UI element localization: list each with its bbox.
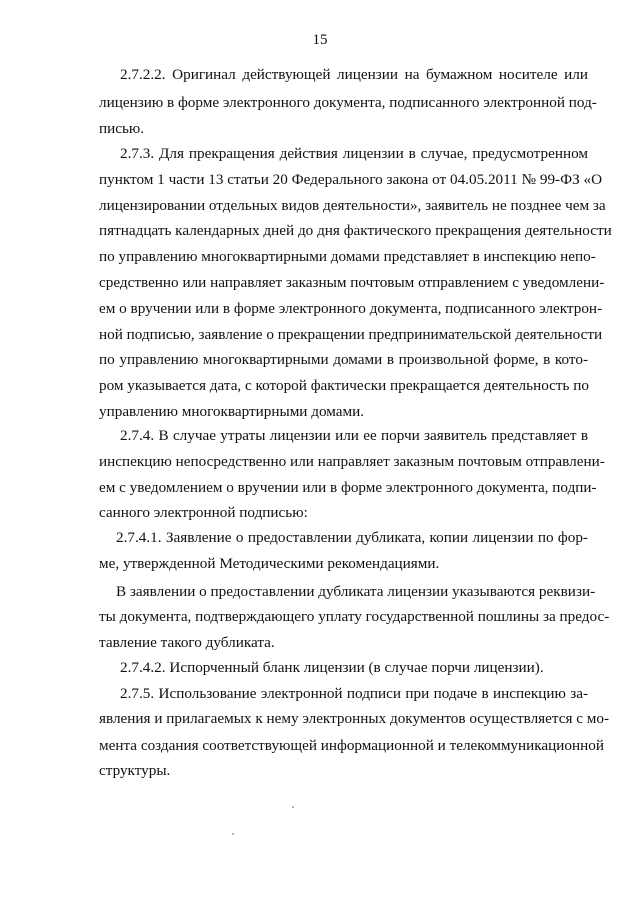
paragraph-2-7-2-2-line: писью. [99, 120, 145, 137]
page-number: 15 [312, 32, 328, 48]
paragraph-2-7-4-line: ем с уведомлением о вручении или в форме электронного документа, подпи- [99, 479, 597, 496]
paragraph-2-7-3-line: по управлению многоквартирными домами представляет в инспекцию непо- [99, 248, 596, 265]
paragraph-2-7-3-line: по управлению многоквартирными домами в произвольной форме, в кото- [99, 351, 588, 368]
paragraph-2-7-4-line: инспекцию непосредственно или направляет заказным почтовым отправлени- [99, 453, 605, 470]
paragraph-2-7-3-line: средственно или направляет заказным почтовым отправлением с уведомлени- [99, 274, 605, 291]
paragraph-2-7-3-line: управлению многоквартирными домами. [99, 403, 365, 420]
paragraph-2-7-4-1-line: ме, утвержденной Методическими рекомендациями. [99, 555, 440, 572]
paragraph-2-7-3-line: пятнадцать календарных дней до дня фактического прекращения деятельности [99, 222, 612, 239]
paragraph-2-7-5-line: 2.7.5. Использование электронной подписи при подаче в инспекцию за- [120, 685, 588, 702]
paragraph-2-7-3-line: пунктом 1 части 13 статьи 20 Федерального закона от 04.05.2011 № 99-ФЗ «О [99, 171, 603, 188]
paragraph-duplicate-details-line: В заявлении о предоставлении дубликата лицензии указываются реквизи- [116, 583, 596, 600]
paragraph-2-7-5-line: явления и прилагаемых к нему электронных документов осуществляется с мо- [99, 710, 610, 727]
paragraph-2-7-5-line: мента создания соответствующей информационной и телекоммуникационной [99, 737, 604, 754]
paragraph-2-7-3-line: ром указывается дата, с которой фактически прекращается деятельность по [99, 377, 589, 394]
paragraph-2-7-3-line: 2.7.3. Для прекращения действия лицензии в случае, предусмотренном [120, 145, 588, 162]
paragraph-2-7-2-2-line: лицензию в форме электронного документа, подписанного электронной под- [99, 94, 597, 111]
paragraph-2-7-3-line: лицензировании отдельных видов деятельности», заявитель не позднее чем за [99, 197, 606, 214]
paragraph-2-7-4-2-line: 2.7.4.2. Испорченный бланк лицензии (в случае порчи лицензии). [120, 659, 544, 676]
paragraph-2-7-3-line: ем о вручении или в форме электронного документа, подписанного электрон- [99, 300, 603, 317]
paragraph-2-7-2-2-line: 2.7.2.2. Оригинал действующей лицензии на бумажном носителе или [120, 66, 588, 83]
scan-speck [292, 806, 294, 808]
paragraph-2-7-4-line: 2.7.4. В случае утраты лицензии или ее порчи заявитель представляет в [120, 427, 588, 444]
paragraph-duplicate-details-line: тавление такого дубликата. [99, 634, 275, 651]
paragraph-duplicate-details-line: ты документа, подтверждающего уплату государственной пошлины за предос- [99, 608, 610, 625]
paragraph-2-7-4-line: санного электронной подписью: [99, 504, 308, 521]
paragraph-2-7-3-line: ной подписью, заявление о прекращении предпринимательской деятельности [99, 326, 603, 343]
scan-speck [232, 833, 234, 835]
paragraph-2-7-5-line: структуры. [99, 762, 171, 779]
paragraph-2-7-4-1-line: 2.7.4.1. Заявление о предоставлении дубликата, копии лицензии по фор- [116, 529, 588, 546]
